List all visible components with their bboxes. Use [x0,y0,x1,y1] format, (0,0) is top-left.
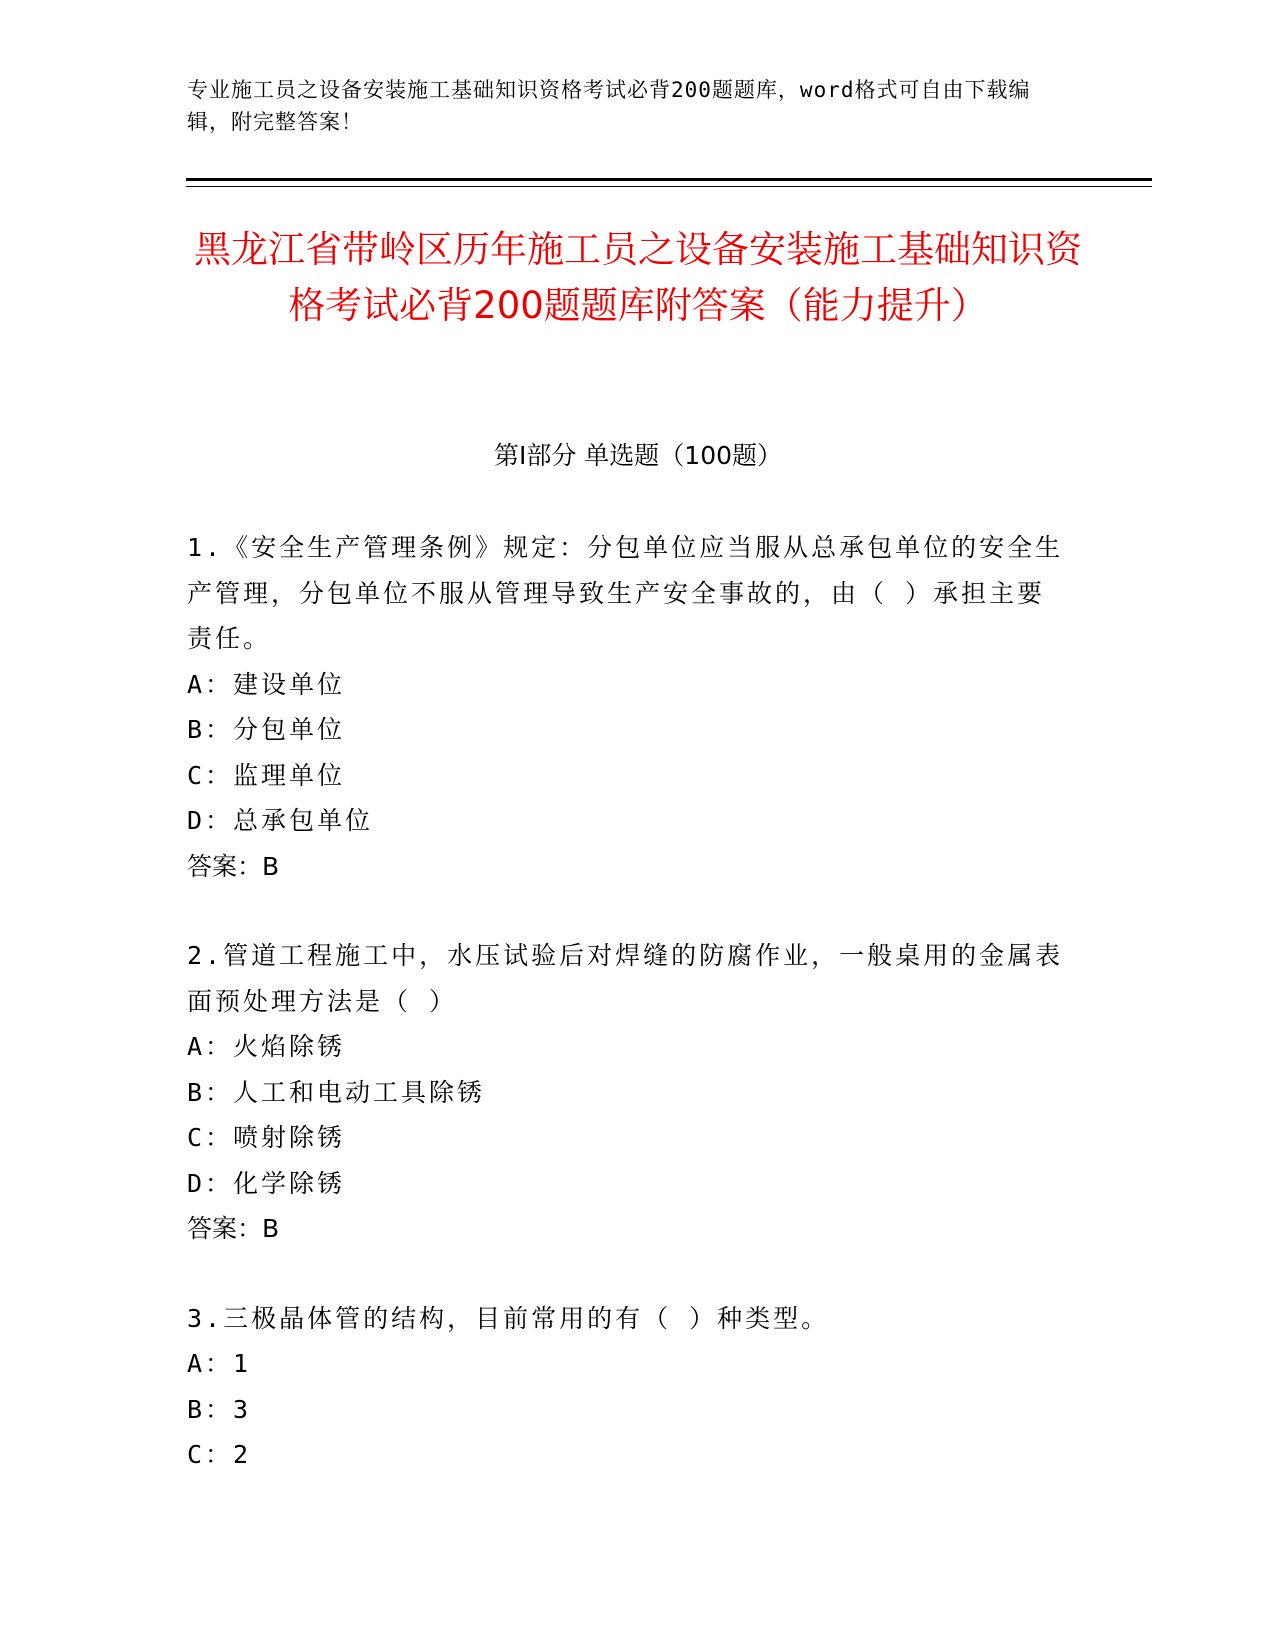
option-d: D：总承包单位 [187,806,374,835]
option-c: C：喷射除锈 [187,1123,346,1152]
option-c: C：2 [187,1440,252,1469]
document-title: 黑龙江省带岭区历年施工员之设备安装施工基础知识资格考试必背200题题库附答案（能力提升） [194,228,1082,327]
option-a: A：1 [187,1349,252,1378]
option-d: D：化学除锈 [187,1168,346,1198]
header-rule-thick [186,178,1152,181]
question-3 [187,1296,1067,1478]
section-title: 第I部分 单选题（100题） [493,441,783,470]
option-c: C：监理单位 [187,760,346,790]
option-b: B：分包单位 [187,715,346,744]
answer: 答案：B [187,1214,280,1243]
question-stem: 1.《安全生产管理条例》规定：分包单位应当服从总承包单位的安全生产管理，分包单位不服从管理导致生产安全事故的，由（ ）承担主要责任。 [187,533,1064,653]
question-2 [187,933,1067,1252]
option-a: A：建设单位 [187,669,346,699]
header-note: 专业施工员之设备安装施工基础知识资格考试必背200题题库，word格式可自由下载编辑，附完整答案！ [187,78,1031,134]
question-list [187,525,1067,1522]
header-rule-thin [186,186,1152,187]
option-b: B：人工和电动工具除锈 [187,1077,486,1107]
answer: 答案：B [187,851,280,881]
option-b: B：3 [187,1394,252,1424]
question-1 [187,525,1067,889]
question-stem: 2.管道工程施工中，水压试验后对焊缝的防腐作业，一般桌用的金属表面预处理方法是（ ） [187,941,1064,1016]
option-a: A：火焰除锈 [187,1032,346,1061]
question-stem: 3.三极晶体管的结构，目前常用的有（ ）种类型。 [187,1303,830,1333]
